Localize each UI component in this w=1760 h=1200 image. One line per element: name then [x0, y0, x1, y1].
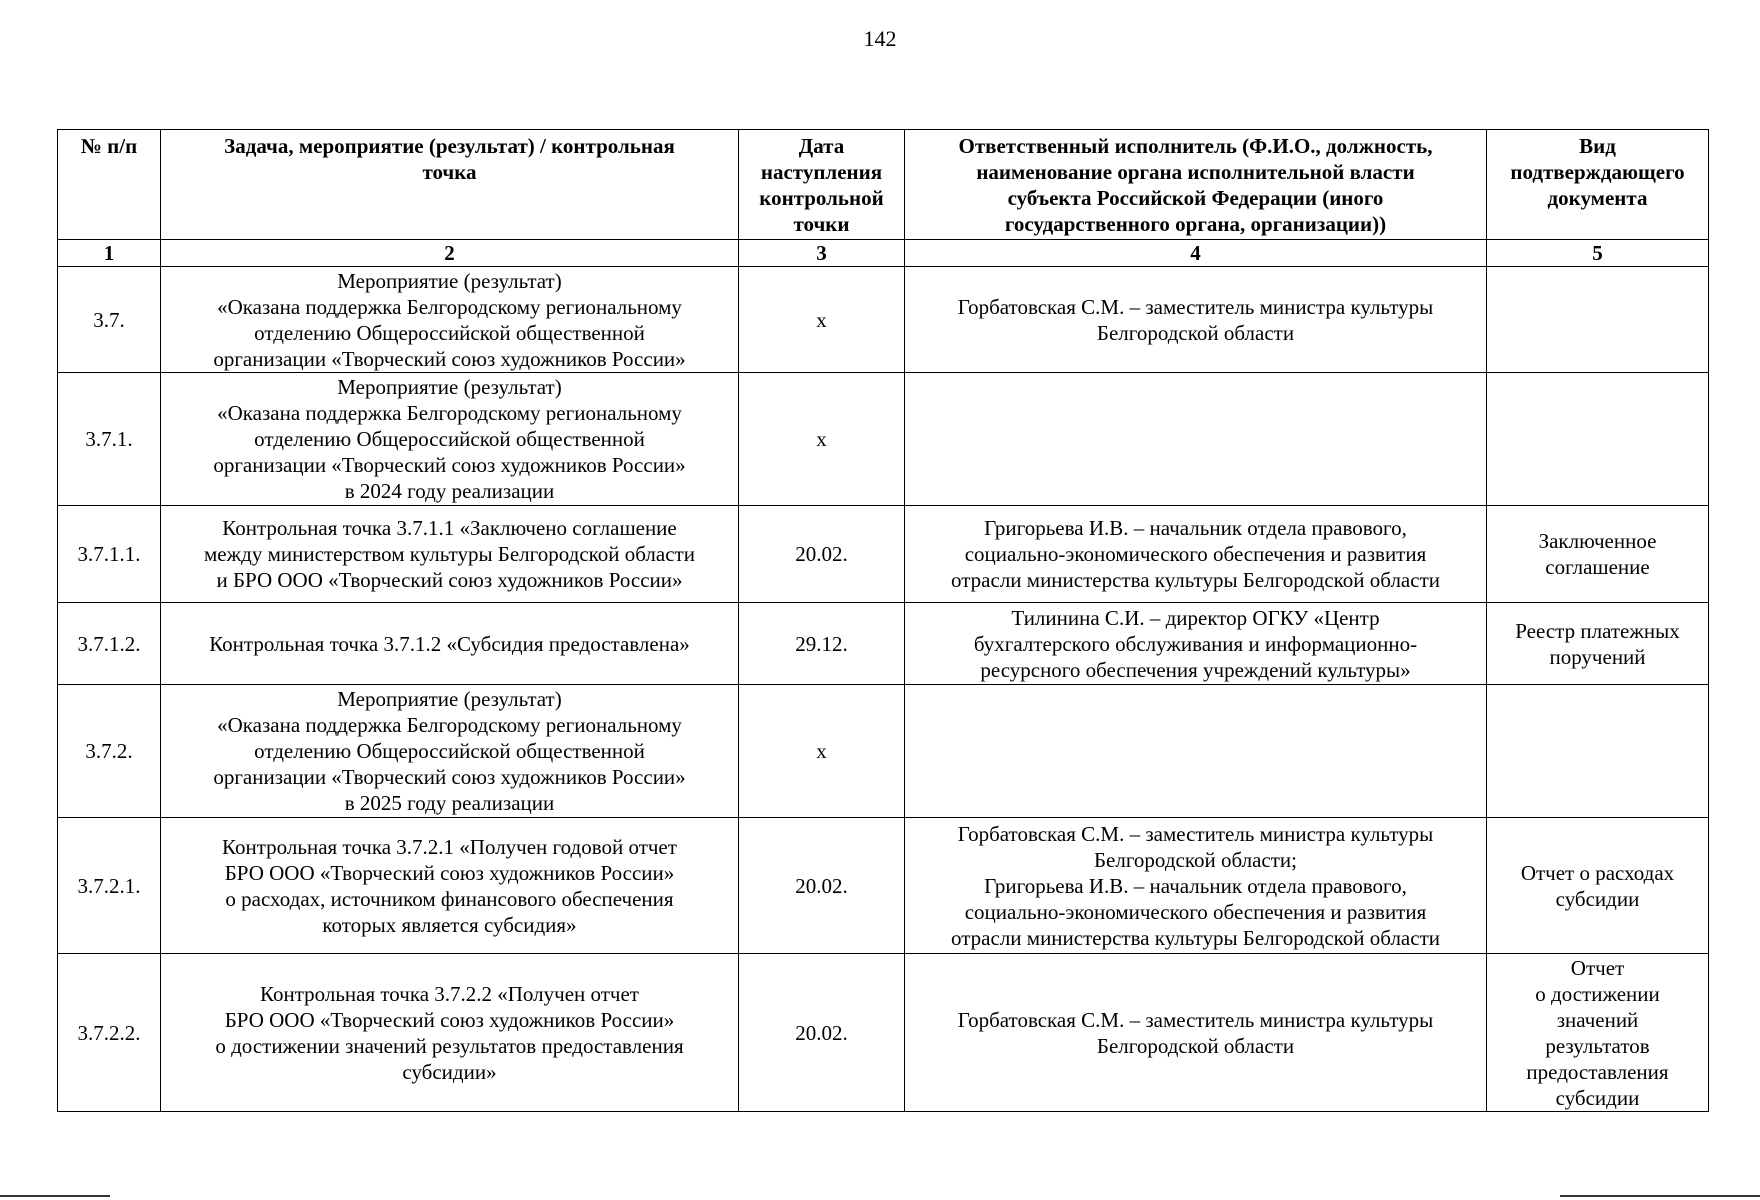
text-line: соглашение — [1545, 555, 1650, 580]
text-line: БРО ООО «Творческий союз художников России» — [224, 1007, 675, 1032]
text-line: о достижении значений результатов предоставления — [215, 1033, 684, 1058]
text-line: социально-экономического обеспечения и развития — [964, 899, 1427, 924]
text-line: в 2025 году реализации — [344, 791, 555, 816]
row-number: 3.7.1.2. — [58, 603, 161, 685]
task-cell — [161, 685, 739, 818]
text-line: значений — [1556, 1007, 1639, 1032]
text-line: субъекта Российской Федерации (иного — [1007, 186, 1384, 211]
column-number: 5 — [1487, 240, 1709, 267]
text-line: бухгалтерского обслуживания и информационно- — [973, 631, 1418, 656]
text-line: Контрольная точка 3.7.2.2 «Получен отчет — [260, 981, 639, 1006]
text-line: отрасли министерства культуры Белгородской области — [951, 568, 1440, 593]
text-line: Белгородской области; — [1093, 847, 1297, 872]
column-number: 4 — [905, 240, 1487, 267]
text-line: предоставления — [1526, 1059, 1669, 1084]
text-line: между министерством культуры Белгородской области — [204, 542, 695, 567]
text-line: субсидии — [1555, 1085, 1640, 1110]
date-cell: х — [739, 685, 905, 818]
text-line: Заключенное — [1538, 529, 1657, 554]
text-line: Горбатовская С.М. – заместитель министра культуры — [957, 821, 1434, 846]
text-line: № п/п — [80, 134, 138, 158]
text-line: Контрольная точка 3.7.1.1 «Заключено соглашение — [222, 516, 677, 541]
page-number: 142 — [863, 26, 897, 51]
executor-cell — [905, 954, 1487, 1112]
text-line: Мероприятие (результат) — [337, 687, 562, 712]
table-row — [58, 603, 1709, 685]
date-cell: 29.12. — [739, 603, 905, 685]
text-line: Горбатовская С.М. – заместитель министра культуры — [957, 1007, 1434, 1032]
task-cell — [161, 818, 739, 954]
text-line: которых является субсидия» — [322, 912, 577, 937]
date-cell: 20.02. — [739, 506, 905, 603]
text-line: Тилинина С.И. – директор ОГКУ «Центр — [1011, 605, 1380, 630]
header-cell-date — [739, 130, 905, 240]
row-number: 3.7.2.1. — [58, 818, 161, 954]
text-line: Контрольная точка 3.7.2.1 «Получен годовой отчет — [222, 834, 677, 859]
document-cell — [1487, 685, 1709, 818]
column-number-row — [58, 240, 1709, 267]
date-cell: х — [739, 267, 905, 373]
text-line: наступления — [760, 160, 883, 185]
text-line: Горбатовская С.М. – заместитель министра культуры — [957, 294, 1434, 319]
scan-rule-right — [1560, 1195, 1760, 1197]
text-line: и БРО ООО «Творческий союз художников России» — [216, 568, 683, 593]
task-cell — [161, 954, 739, 1112]
task-cell — [161, 603, 739, 685]
table-row — [58, 685, 1709, 818]
text-line: социально-экономического обеспечения и развития — [964, 542, 1427, 567]
table-row — [58, 818, 1709, 954]
text-line: отделению Общероссийской общественной — [254, 739, 645, 764]
executor-cell — [905, 373, 1487, 506]
text-line: Отчет — [1570, 955, 1625, 980]
date-cell: х — [739, 373, 905, 506]
text-line: отделению Общероссийской общественной — [254, 320, 645, 345]
text-line: «Оказана поддержка Белгородскому региональному — [217, 401, 682, 426]
header-cell-number — [58, 130, 161, 240]
text-line: в 2024 году реализации — [344, 479, 555, 504]
table-row — [58, 267, 1709, 373]
text-line: Белгородской области — [1096, 320, 1295, 345]
text-line: Контрольная точка 3.7.1.2 «Субсидия предоставлена» — [209, 631, 690, 656]
executor-cell — [905, 267, 1487, 373]
text-line: контрольной — [759, 186, 884, 211]
document-cell — [1487, 267, 1709, 373]
column-number: 2 — [161, 240, 739, 267]
table-row — [58, 506, 1709, 603]
table-row — [58, 954, 1709, 1112]
text-line: отрасли министерства культуры Белгородской области — [951, 925, 1440, 950]
text-line: Мероприятие (результат) — [337, 268, 562, 293]
text-line: Григорьева И.В. – начальник отдела правового, — [984, 873, 1407, 898]
text-line: «Оказана поддержка Белгородскому региональному — [217, 294, 682, 319]
row-number: 3.7.1.1. — [58, 506, 161, 603]
table-body — [58, 267, 1709, 1112]
document-cell — [1487, 506, 1709, 603]
text-line: Дата — [798, 134, 845, 158]
row-number: 3.7. — [58, 267, 161, 373]
table-row — [58, 373, 1709, 506]
header-cell-task — [161, 130, 739, 240]
document-cell — [1487, 373, 1709, 506]
text-line: Реестр платежных — [1515, 618, 1680, 643]
text-line: наименование органа исполнительной власти — [976, 160, 1415, 185]
text-line: Отчет о расходах — [1520, 860, 1675, 885]
column-number: 3 — [739, 240, 905, 267]
text-line: Григорьева И.В. – начальник отдела правового, — [984, 516, 1407, 541]
text-line: поручений — [1549, 644, 1646, 669]
document-cell — [1487, 818, 1709, 954]
control-points-table — [57, 129, 1709, 1112]
header-cell-executor — [905, 130, 1487, 240]
text-line: организации «Творческий союз художников России» — [213, 765, 686, 790]
text-line: точки — [793, 212, 850, 237]
text-line: ресурсного обеспечения учреждений культуры» — [980, 657, 1411, 682]
text-line: Белгородской области — [1096, 1033, 1295, 1058]
text-line: о достижении — [1535, 981, 1660, 1006]
text-line: о расходах, источником финансового обеспечения — [225, 886, 674, 911]
text-line: БРО ООО «Творческий союз художников России» — [224, 860, 675, 885]
text-line: Вид — [1579, 134, 1616, 158]
header-cell-document — [1487, 130, 1709, 240]
text-line: субсидии» — [402, 1059, 497, 1084]
text-line: Задача, мероприятие (результат) / контрольная — [224, 134, 675, 158]
scan-rule-left — [0, 1195, 110, 1197]
text-line: организации «Творческий союз художников России» — [213, 346, 686, 371]
text-line: Ответственный исполнитель (Ф.И.О., должность, — [958, 134, 1433, 158]
task-cell — [161, 373, 739, 506]
text-line: точка — [422, 160, 477, 185]
executor-cell — [905, 506, 1487, 603]
text-line: государственного органа, организации)) — [1004, 212, 1387, 237]
document-cell — [1487, 603, 1709, 685]
column-number: 1 — [58, 240, 161, 267]
document-cell — [1487, 954, 1709, 1112]
date-cell: 20.02. — [739, 954, 905, 1112]
executor-cell — [905, 603, 1487, 685]
task-cell — [161, 506, 739, 603]
text-line: отделению Общероссийской общественной — [254, 427, 645, 452]
row-number: 3.7.2. — [58, 685, 161, 818]
task-cell — [161, 267, 739, 373]
row-number: 3.7.2.2. — [58, 954, 161, 1112]
executor-cell — [905, 685, 1487, 818]
header-row — [58, 130, 1709, 240]
table-header — [58, 130, 1709, 267]
text-line: Мероприятие (результат) — [337, 375, 562, 400]
text-line: организации «Творческий союз художников России» — [213, 453, 686, 478]
executor-cell — [905, 818, 1487, 954]
date-cell: 20.02. — [739, 818, 905, 954]
text-line: «Оказана поддержка Белгородскому региональному — [217, 713, 682, 738]
text-line: результатов — [1545, 1033, 1650, 1058]
text-line: субсидии — [1555, 886, 1640, 911]
row-number: 3.7.1. — [58, 373, 161, 506]
text-line: подтверждающего — [1510, 160, 1685, 185]
text-line: документа — [1547, 186, 1648, 211]
